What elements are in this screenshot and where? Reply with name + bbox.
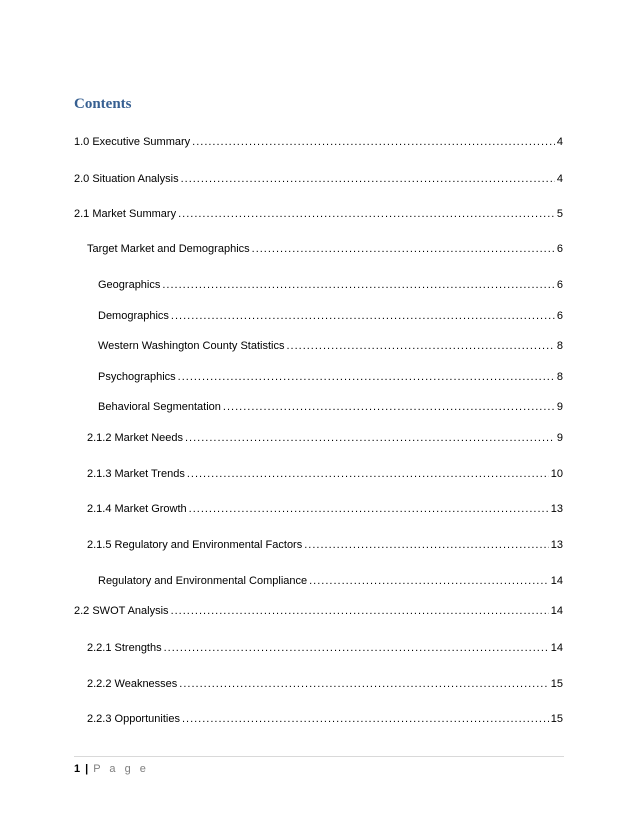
toc-entry-page: 14 (550, 642, 563, 654)
dot-leader (252, 242, 555, 256)
dot-leader (187, 467, 549, 481)
toc-entry-label: 2.1.5 Regulatory and Environmental Factors (87, 539, 303, 551)
toc-entry-page: 15 (550, 713, 563, 725)
toc-entry-page: 4 (556, 173, 563, 185)
toc-entry-page: 8 (556, 371, 563, 383)
toc-entry-page: 10 (550, 468, 563, 480)
toc-entry-page: 13 (550, 503, 563, 515)
dot-leader (164, 641, 549, 655)
toc-entry-page: 9 (556, 432, 563, 444)
toc-entry-label: 2.2.3 Opportunities (87, 713, 180, 725)
dot-leader (185, 431, 555, 445)
toc-entry-market-trends[interactable] (87, 467, 563, 481)
toc-entry-page: 13 (550, 539, 563, 551)
dot-leader (223, 400, 555, 414)
toc-entry-page: 9 (556, 401, 563, 413)
toc-entry-label: 1.0 Executive Summary (74, 136, 191, 148)
toc-entry-situation-analysis[interactable] (74, 172, 563, 186)
toc-entry-target-market[interactable] (87, 242, 563, 256)
page-footer (74, 762, 149, 776)
dot-leader (189, 502, 549, 516)
toc-entry-page: 6 (556, 310, 563, 322)
toc-entry-label: Western Washington County Statistics (98, 340, 285, 352)
dot-leader (304, 538, 549, 552)
toc-entry-label: Geographics (98, 279, 161, 291)
toc-entry-psychographics[interactable] (98, 370, 563, 384)
toc-entry-weaknesses[interactable] (87, 677, 563, 691)
toc-entry-label: 2.1 Market Summary (74, 208, 177, 220)
toc-entry-page: 8 (556, 340, 563, 352)
toc-entry-label: Demographics (98, 310, 169, 322)
toc-entry-label: 2.1.3 Market Trends (87, 468, 185, 480)
footer-divider (74, 756, 564, 757)
toc-entry-page: 15 (550, 678, 563, 690)
toc-entry-label: Target Market and Demographics (87, 243, 250, 255)
toc-entry-label: Psychographics (98, 371, 176, 383)
toc-entry-label: 2.0 Situation Analysis (74, 173, 179, 185)
toc-entry-page: 14 (550, 575, 563, 587)
toc-entry-market-summary[interactable] (74, 207, 563, 221)
dot-leader (178, 207, 555, 221)
toc-entry-page: 6 (556, 243, 563, 255)
dot-leader (162, 278, 555, 292)
toc-entry-label: Regulatory and Environmental Compliance (98, 575, 308, 587)
toc-entry-regulatory-factors[interactable] (87, 538, 563, 552)
toc-entry-label: 2.1.2 Market Needs (87, 432, 183, 444)
toc-entry-regulatory-compliance[interactable] (98, 574, 563, 588)
toc-entry-page: 6 (556, 279, 563, 291)
toc-entry-western-washington[interactable] (98, 339, 563, 353)
toc-entry-opportunities[interactable] (87, 712, 563, 726)
footer-separator: | (85, 763, 89, 775)
dot-leader (192, 135, 555, 149)
dot-leader (286, 339, 554, 353)
dot-leader (171, 309, 555, 323)
dot-leader (181, 172, 555, 186)
toc-entry-page: 5 (556, 208, 563, 220)
toc-entry-swot-analysis[interactable] (74, 604, 563, 618)
toc-entry-strengths[interactable] (87, 641, 563, 655)
toc-entry-behavioral-segmentation[interactable] (98, 400, 563, 414)
toc-entry-market-growth[interactable] (87, 502, 563, 516)
toc-entry-page: 14 (550, 605, 563, 617)
toc-entry-label: Behavioral Segmentation (98, 401, 221, 413)
dot-leader (179, 677, 548, 691)
dot-leader (182, 712, 549, 726)
dot-leader (178, 370, 555, 384)
toc-entry-label: 2.1.4 Market Growth (87, 503, 187, 515)
footer-page-word: P a g e (93, 763, 149, 775)
toc-entry-demographics[interactable] (98, 309, 563, 323)
toc-entry-market-needs[interactable] (87, 431, 563, 445)
toc-entry-geographics[interactable] (98, 278, 563, 292)
toc-entry-label: 2.2.1 Strengths (87, 642, 162, 654)
dot-leader (171, 604, 549, 618)
toc-entry-label: 2.2 SWOT Analysis (74, 605, 169, 617)
dot-leader (309, 574, 549, 588)
toc-heading: Contents (74, 96, 132, 112)
toc-entry-executive-summary[interactable] (74, 135, 563, 149)
toc-entry-label: 2.2.2 Weaknesses (87, 678, 178, 690)
footer-page-number: 1 (74, 763, 81, 775)
toc-entry-page: 4 (556, 136, 563, 148)
